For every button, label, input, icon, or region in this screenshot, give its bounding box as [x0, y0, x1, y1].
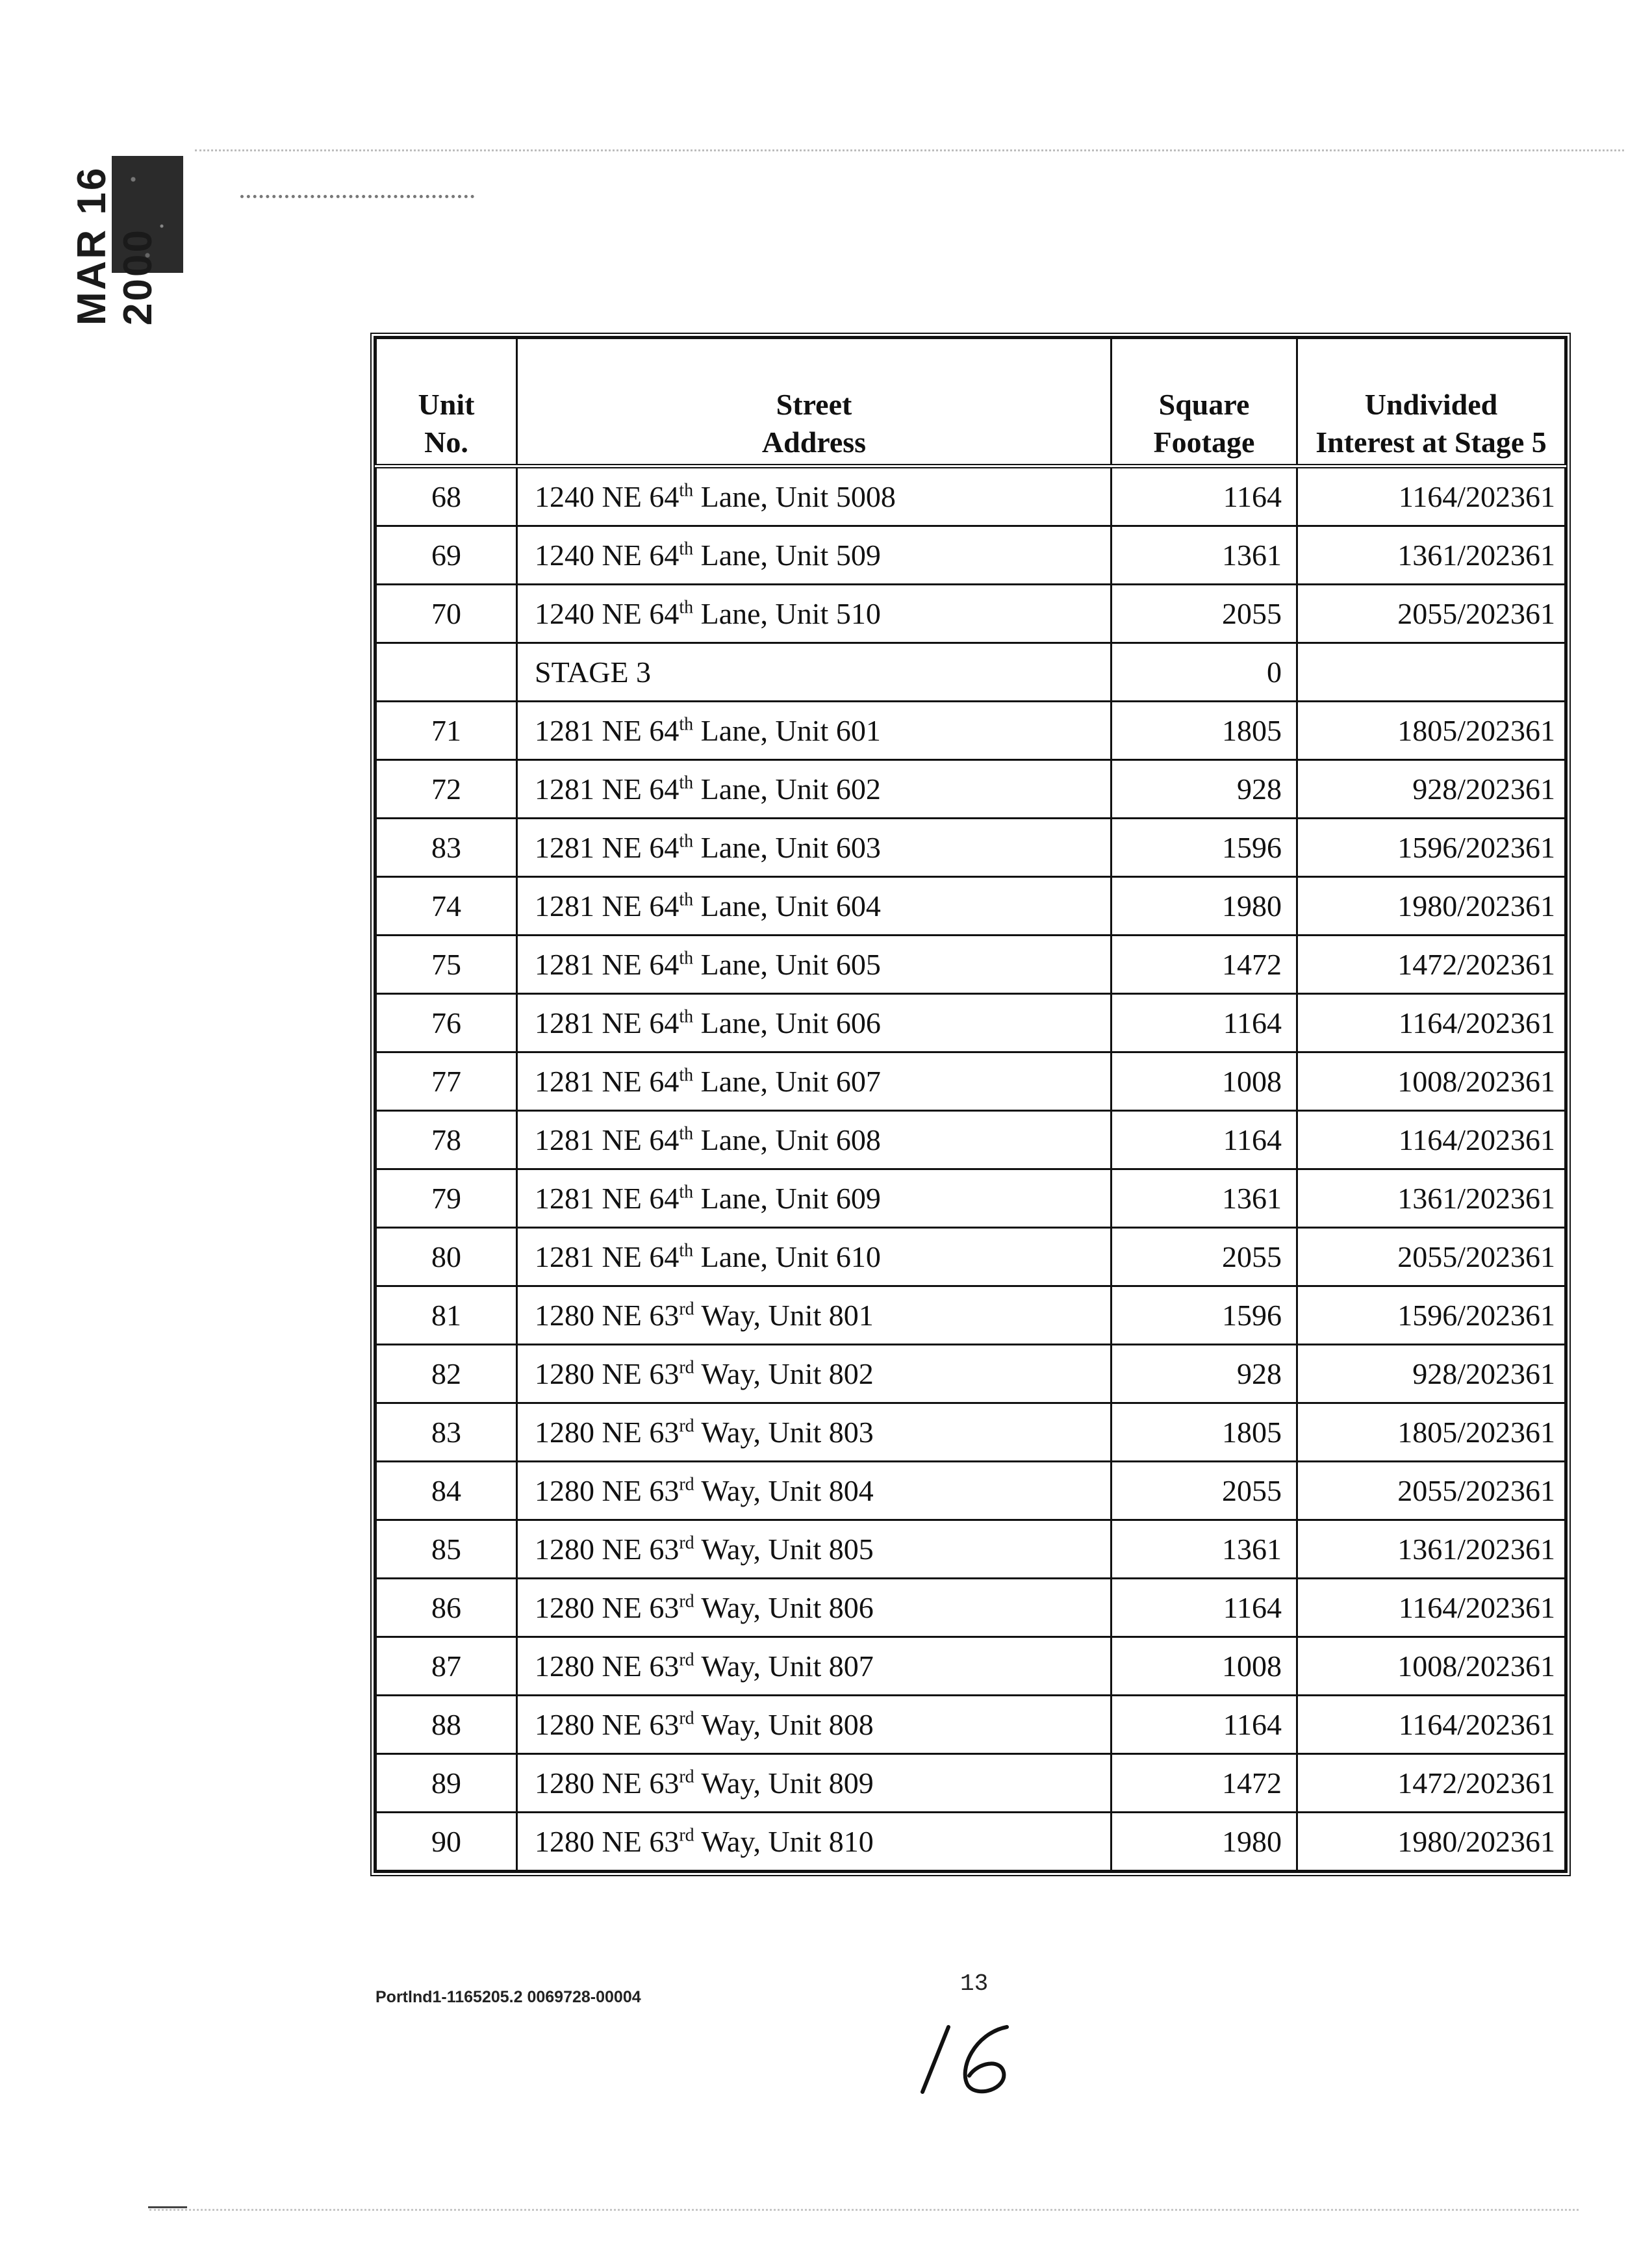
- cell-undivided-interest: 1361/202361: [1297, 526, 1566, 585]
- header-street-address: Street Address: [517, 338, 1112, 466]
- page-number: 13: [960, 1970, 989, 1997]
- header-unit-no: Unit No.: [376, 338, 517, 466]
- table-row: [376, 1696, 1566, 1754]
- address-ordinal-suffix: th: [679, 714, 694, 735]
- table-row: [376, 1637, 1566, 1696]
- cell-square-footage: 1008: [1112, 1637, 1297, 1696]
- cell-square-footage: 1361: [1112, 526, 1297, 585]
- cell-undivided-interest: 1361/202361: [1297, 1520, 1566, 1579]
- address-ordinal-suffix: rd: [679, 1474, 694, 1495]
- cell-street-address: [517, 1286, 1112, 1345]
- scan-noise-dots: [240, 195, 474, 198]
- cell-street-address: [517, 1111, 1112, 1169]
- address-ordinal-suffix: rd: [679, 1766, 694, 1787]
- table-row: [376, 526, 1566, 585]
- cell-street-address: [517, 585, 1112, 643]
- cell-undivided-interest: 1805/202361: [1297, 1403, 1566, 1462]
- cell-street-address: [517, 1462, 1112, 1520]
- cell-street-address: [517, 526, 1112, 585]
- cell-square-footage: 0: [1112, 643, 1297, 702]
- table-row: [376, 1345, 1566, 1403]
- address-text-rest: Way, Unit 802: [694, 1357, 874, 1390]
- address-ordinal-suffix: th: [679, 831, 694, 852]
- cell-unit-no: 81: [376, 1286, 517, 1345]
- cell-square-footage: 1164: [1112, 1696, 1297, 1754]
- table-row: [376, 585, 1566, 643]
- table-row: [376, 466, 1566, 526]
- cell-square-footage: 1472: [1112, 1754, 1297, 1813]
- scan-noise-line-bottom: [149, 2209, 1579, 2211]
- table-row: [376, 1169, 1566, 1228]
- address-ordinal-suffix: rd: [679, 1357, 694, 1378]
- cell-street-address: [517, 1520, 1112, 1579]
- address-ordinal-suffix: th: [679, 1182, 694, 1203]
- cell-unit-no: 84: [376, 1462, 517, 1520]
- cell-unit-no: 72: [376, 760, 517, 819]
- cell-undivided-interest: 2055/202361: [1297, 1228, 1566, 1286]
- cell-street-address: [517, 1345, 1112, 1403]
- cell-street-address: [517, 936, 1112, 994]
- address-text: 1281 NE 64: [535, 1240, 680, 1273]
- cell-square-footage: 1596: [1112, 1286, 1297, 1345]
- table-row: [376, 1111, 1566, 1169]
- cell-unit-no: 83: [376, 819, 517, 877]
- handwritten-page-number: [909, 2007, 1039, 2098]
- cell-street-address: [517, 877, 1112, 936]
- header-square-footage: Square Footage: [1112, 338, 1297, 466]
- cell-street-address: [517, 819, 1112, 877]
- address-ordinal-suffix: rd: [679, 1650, 694, 1670]
- cell-unit-no: 76: [376, 994, 517, 1052]
- address-text: 1281 NE 64: [535, 889, 680, 923]
- address-ordinal-suffix: th: [679, 597, 694, 618]
- table-row: [376, 994, 1566, 1052]
- cell-square-footage: 1361: [1112, 1520, 1297, 1579]
- cell-undivided-interest: 1980/202361: [1297, 1813, 1566, 1871]
- cell-street-address: [517, 1403, 1112, 1462]
- address-ordinal-suffix: th: [679, 889, 694, 910]
- address-text: 1280 NE 63: [535, 1766, 680, 1800]
- address-text: 1240 NE 64: [535, 597, 680, 630]
- unit-interest-table: [370, 333, 1571, 1876]
- address-ordinal-suffix: rd: [679, 1416, 694, 1436]
- address-text: 1280 NE 63: [535, 1591, 680, 1624]
- address-text-rest: Way, Unit 801: [694, 1299, 874, 1332]
- cell-square-footage: 1008: [1112, 1052, 1297, 1111]
- address-text: 1281 NE 64: [535, 1065, 680, 1098]
- address-ordinal-suffix: th: [679, 772, 694, 793]
- table-header-row: [376, 338, 1566, 466]
- cell-street-address: [517, 760, 1112, 819]
- address-text: 1240 NE 64: [535, 480, 680, 513]
- scan-noise-line-top: [195, 149, 1624, 151]
- scan-noise-dash: [148, 2206, 187, 2208]
- table-row: [376, 702, 1566, 760]
- cell-street-address: [517, 466, 1112, 526]
- address-text-rest: Way, Unit 807: [694, 1650, 874, 1683]
- address-text-rest: Lane, Unit 5008: [693, 480, 896, 513]
- address-text-rest: Lane, Unit 607: [693, 1065, 881, 1098]
- address-ordinal-suffix: rd: [679, 1708, 694, 1729]
- cell-street-address: [517, 702, 1112, 760]
- cell-street-address: [517, 994, 1112, 1052]
- address-text: 1281 NE 64: [535, 831, 680, 864]
- table-row: [376, 1228, 1566, 1286]
- cell-undivided-interest: 1980/202361: [1297, 877, 1566, 936]
- cell-undivided-interest: 1596/202361: [1297, 819, 1566, 877]
- address-text-rest: Lane, Unit 510: [693, 597, 881, 630]
- cell-undivided-interest: 1472/202361: [1297, 936, 1566, 994]
- address-text: 1281 NE 64: [535, 714, 680, 747]
- cell-undivided-interest: 928/202361: [1297, 1345, 1566, 1403]
- cell-square-footage: 1164: [1112, 1579, 1297, 1637]
- address-text: 1281 NE 64: [535, 1006, 680, 1039]
- cell-undivided-interest: 1472/202361: [1297, 1754, 1566, 1813]
- cell-street-address: [517, 1813, 1112, 1871]
- cell-square-footage: 1805: [1112, 702, 1297, 760]
- address-text: 1280 NE 63: [535, 1357, 680, 1390]
- address-text-rest: Lane, Unit 610: [693, 1240, 881, 1273]
- cell-square-footage: 928: [1112, 1345, 1297, 1403]
- address-text-rest: Lane, Unit 601: [693, 714, 881, 747]
- cell-square-footage: 1164: [1112, 994, 1297, 1052]
- address-ordinal-suffix: th: [679, 539, 694, 559]
- cell-unit-no: 77: [376, 1052, 517, 1111]
- address-text-rest: Lane, Unit 609: [693, 1182, 881, 1215]
- cell-unit-no: 82: [376, 1345, 517, 1403]
- address-ordinal-suffix: th: [679, 948, 694, 969]
- cell-unit-no: 88: [376, 1696, 517, 1754]
- address-text-rest: Way, Unit 806: [694, 1591, 874, 1624]
- cell-unit-no: 74: [376, 877, 517, 936]
- address-ordinal-suffix: th: [679, 1240, 694, 1261]
- handwritten-stroke-6: [965, 2027, 1007, 2091]
- cell-undivided-interest: 2055/202361: [1297, 585, 1566, 643]
- address-ordinal-suffix: th: [679, 480, 694, 501]
- cell-square-footage: 1805: [1112, 1403, 1297, 1462]
- address-text: 1280 NE 63: [535, 1825, 680, 1858]
- received-date-stamp: [60, 58, 190, 325]
- address-text: 1281 NE 64: [535, 1182, 680, 1215]
- address-ordinal-suffix: rd: [679, 1299, 694, 1319]
- table-row: [376, 1052, 1566, 1111]
- stamp-text: MAR 16 2000: [70, 166, 160, 325]
- table-row: [376, 819, 1566, 877]
- address-text-rest: Way, Unit 809: [694, 1766, 874, 1800]
- document-id: Portlnd1-1165205.2 0069728-00004: [375, 1988, 641, 2006]
- cell-square-footage: 1596: [1112, 819, 1297, 877]
- address-text: 1281 NE 64: [535, 1123, 680, 1156]
- cell-street-address: [517, 1052, 1112, 1111]
- table-row: [376, 1813, 1566, 1871]
- cell-street-address: [517, 1579, 1112, 1637]
- cell-unit-no: 86: [376, 1579, 517, 1637]
- cell-undivided-interest: [1297, 643, 1566, 702]
- address-text: 1280 NE 63: [535, 1708, 680, 1741]
- table-row: [376, 643, 1566, 702]
- cell-square-footage: 2055: [1112, 1228, 1297, 1286]
- cell-undivided-interest: 1164/202361: [1297, 994, 1566, 1052]
- address-text-rest: Lane, Unit 605: [693, 948, 881, 981]
- address-ordinal-suffix: th: [679, 1006, 694, 1027]
- table-row: [376, 936, 1566, 994]
- address-text-rest: Lane, Unit 509: [693, 539, 881, 572]
- cell-unit-no: 71: [376, 702, 517, 760]
- table-body: [376, 466, 1566, 1871]
- cell-street-address: [517, 1169, 1112, 1228]
- cell-undivided-interest: 1008/202361: [1297, 1637, 1566, 1696]
- address-ordinal-suffix: rd: [679, 1825, 694, 1846]
- cell-undivided-interest: 1164/202361: [1297, 1111, 1566, 1169]
- cell-street-address: [517, 643, 1112, 702]
- cell-unit-no: 79: [376, 1169, 517, 1228]
- address-text-rest: Way, Unit 805: [694, 1533, 874, 1566]
- table-row: [376, 1462, 1566, 1520]
- address-text: 1281 NE 64: [535, 948, 680, 981]
- cell-undivided-interest: 928/202361: [1297, 760, 1566, 819]
- table-row: [376, 1403, 1566, 1462]
- address-text: STAGE 3: [535, 656, 652, 689]
- cell-street-address: [517, 1637, 1112, 1696]
- header-undivided-interest: Undivided Interest at Stage 5: [1297, 338, 1566, 466]
- table-row: [376, 1579, 1566, 1637]
- address-text: 1280 NE 63: [535, 1416, 680, 1449]
- table-row: [376, 1286, 1566, 1345]
- cell-unit-no: [376, 643, 517, 702]
- address-text: 1281 NE 64: [535, 772, 680, 806]
- address-text: 1280 NE 63: [535, 1299, 680, 1332]
- cell-unit-no: 75: [376, 936, 517, 994]
- handwritten-stroke-1: [922, 2027, 948, 2092]
- cell-square-footage: 1980: [1112, 1813, 1297, 1871]
- cell-square-footage: 2055: [1112, 585, 1297, 643]
- cell-undivided-interest: 1361/202361: [1297, 1169, 1566, 1228]
- address-text: 1240 NE 64: [535, 539, 680, 572]
- cell-undivided-interest: 1008/202361: [1297, 1052, 1566, 1111]
- address-text: 1280 NE 63: [535, 1650, 680, 1683]
- cell-unit-no: 87: [376, 1637, 517, 1696]
- address-ordinal-suffix: th: [679, 1123, 694, 1144]
- cell-square-footage: 1361: [1112, 1169, 1297, 1228]
- cell-unit-no: 78: [376, 1111, 517, 1169]
- cell-undivided-interest: 2055/202361: [1297, 1462, 1566, 1520]
- cell-unit-no: 68: [376, 466, 517, 526]
- table-row: [376, 760, 1566, 819]
- address-text-rest: Lane, Unit 603: [693, 831, 881, 864]
- address-text: 1280 NE 63: [535, 1533, 680, 1566]
- address-text-rest: Lane, Unit 604: [693, 889, 881, 923]
- cell-undivided-interest: 1164/202361: [1297, 1696, 1566, 1754]
- cell-square-footage: 1164: [1112, 466, 1297, 526]
- table-row: [376, 877, 1566, 936]
- address-text-rest: Lane, Unit 602: [693, 772, 881, 806]
- cell-unit-no: 83: [376, 1403, 517, 1462]
- cell-square-footage: 2055: [1112, 1462, 1297, 1520]
- cell-unit-no: 80: [376, 1228, 517, 1286]
- cell-undivided-interest: 1164/202361: [1297, 466, 1566, 526]
- cell-square-footage: 928: [1112, 760, 1297, 819]
- table-row: [376, 1754, 1566, 1813]
- address-text: 1280 NE 63: [535, 1474, 680, 1507]
- cell-square-footage: 1980: [1112, 877, 1297, 936]
- cell-street-address: [517, 1228, 1112, 1286]
- cell-unit-no: 70: [376, 585, 517, 643]
- address-ordinal-suffix: th: [679, 1065, 694, 1086]
- cell-unit-no: 69: [376, 526, 517, 585]
- address-text-rest: Lane, Unit 608: [693, 1123, 881, 1156]
- address-text-rest: Lane, Unit 606: [693, 1006, 881, 1039]
- table-row: [376, 1520, 1566, 1579]
- cell-undivided-interest: 1596/202361: [1297, 1286, 1566, 1345]
- address-text-rest: Way, Unit 803: [694, 1416, 874, 1449]
- address-text-rest: Way, Unit 810: [694, 1825, 874, 1858]
- cell-square-footage: 1472: [1112, 936, 1297, 994]
- address-ordinal-suffix: rd: [679, 1533, 694, 1553]
- cell-street-address: [517, 1696, 1112, 1754]
- address-ordinal-suffix: rd: [679, 1591, 694, 1612]
- cell-unit-no: 90: [376, 1813, 517, 1871]
- address-text-rest: Way, Unit 808: [694, 1708, 874, 1741]
- cell-unit-no: 85: [376, 1520, 517, 1579]
- cell-undivided-interest: 1805/202361: [1297, 702, 1566, 760]
- address-text-rest: Way, Unit 804: [694, 1474, 874, 1507]
- cell-unit-no: 89: [376, 1754, 517, 1813]
- cell-square-footage: 1164: [1112, 1111, 1297, 1169]
- cell-street-address: [517, 1754, 1112, 1813]
- cell-undivided-interest: 1164/202361: [1297, 1579, 1566, 1637]
